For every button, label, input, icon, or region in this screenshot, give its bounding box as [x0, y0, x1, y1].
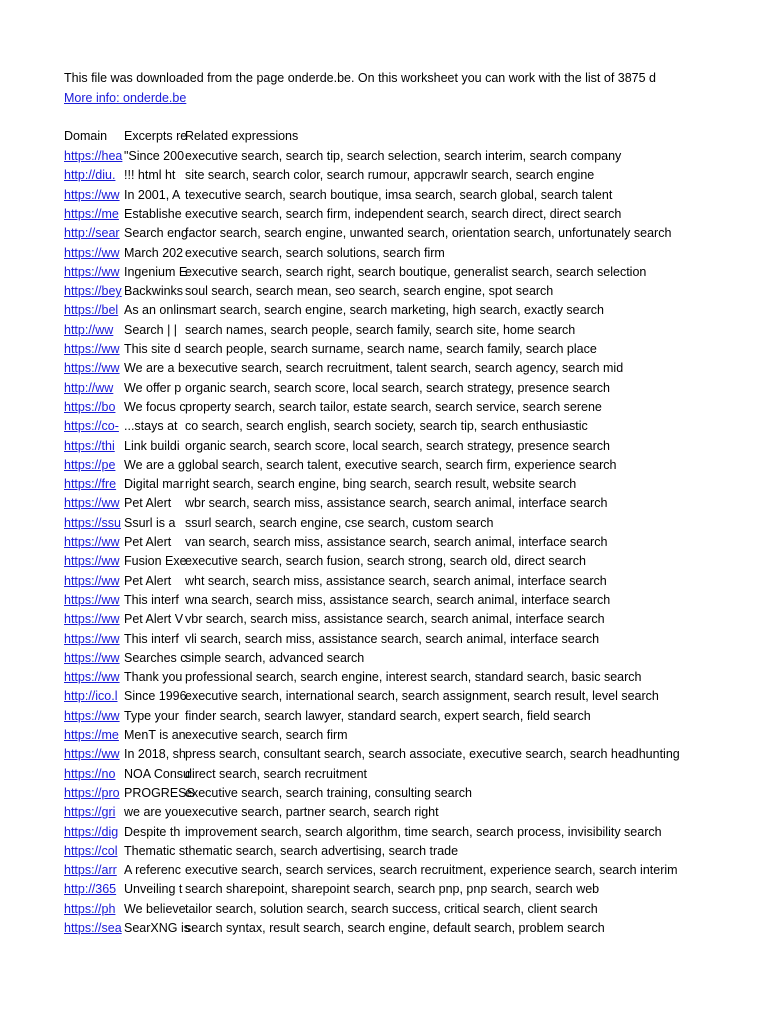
domain-link[interactable]: https://ww	[64, 650, 120, 665]
table-row	[64, 340, 668, 359]
related-expressions-cell: factor search, search engine, unwanted search, orientation search, unfortunately search	[185, 226, 672, 241]
excerpt-cell: !!! html ht	[124, 168, 176, 183]
related-expressions-cell: site search, search color, search rumour, appcrawlr search, search engine	[185, 168, 595, 183]
related-expressions-cell: wht search, search miss, assistance search, search animal, interface search	[185, 573, 607, 588]
table-row	[64, 745, 680, 764]
excerpt-cell: Pet Alert	[124, 496, 172, 511]
table-row	[64, 784, 668, 803]
table-row	[64, 244, 668, 263]
table-row	[64, 726, 668, 745]
related-expressions-cell: finder search, search lawyer, standard search, expert search, field search	[185, 708, 591, 723]
excerpt-cell: This site d	[124, 342, 181, 356]
domain-link[interactable]: https://me	[64, 728, 119, 742]
excerpt-cell: Digital mar	[124, 477, 184, 492]
excerpt-cell: This interf	[124, 592, 179, 607]
domain-link[interactable]: https://ww	[64, 592, 120, 607]
domain-link[interactable]: http://diu.	[64, 168, 116, 183]
domain-link[interactable]: https://co-	[64, 419, 119, 434]
excerpt-cell: This interf	[124, 631, 179, 646]
related-expressions-cell: executive search, search right, search boutique, generalist search, search selection	[185, 264, 647, 279]
table-row	[64, 552, 668, 571]
excerpt-cell: PROGRESS	[124, 785, 195, 800]
excerpt-cell: Despite th	[124, 824, 181, 839]
domain-link[interactable]: https://fre	[64, 477, 117, 492]
domain-link[interactable]: https://ww	[64, 361, 120, 376]
domain-link[interactable]: https://gri	[64, 805, 116, 820]
table-row	[64, 842, 668, 861]
excerpt-cell: ...stays at	[124, 419, 178, 434]
excerpt-cell: We focus c	[124, 399, 186, 414]
domain-link[interactable]: https://ww	[64, 573, 120, 588]
domain-link[interactable]: http://ww	[64, 322, 114, 337]
excerpt-cell: We believe	[124, 901, 186, 916]
related-expressions-cell: executive search, search recruitment, talent search, search agency, search mid	[185, 361, 624, 376]
domain-link[interactable]: https://arr	[64, 863, 117, 878]
domain-link[interactable]: https://ww	[64, 245, 120, 260]
related-expressions-cell: search names, search people, search family, search site, home search	[185, 322, 576, 337]
related-expressions-cell: soul search, search mean, seo search, search engine, spot search	[185, 284, 554, 299]
table-row	[64, 630, 668, 649]
table-row	[64, 668, 668, 687]
related-expressions-cell: wbr search, search miss, assistance search, search animal, interface search	[185, 496, 608, 511]
related-expressions-cell: thematic search, search advertising, search trade	[185, 843, 459, 858]
table-row	[64, 823, 668, 842]
table-row	[64, 765, 668, 784]
domain-link[interactable]: https://pro	[64, 785, 120, 800]
intro-text: This file was downloaded from the page onderde.be. On this worksheet you can work with the list of 3875 d	[64, 71, 656, 85]
excerpt-cell: NOA Consu	[124, 766, 191, 781]
domain-link[interactable]: https://bo	[64, 399, 116, 414]
excerpt-cell: SearXNG is	[124, 921, 190, 935]
related-expressions-cell: professional search, search engine, interest search, standard search, basic search	[185, 670, 642, 685]
table-row	[64, 707, 668, 726]
related-expressions-cell: van search, search miss, assistance search, search animal, interface search	[185, 535, 608, 549]
excerpt-cell: Unveiling t	[124, 882, 183, 897]
header-related: Related expressions	[185, 129, 299, 143]
related-expressions-cell: right search, search engine, bing search, search result, website search	[185, 477, 577, 492]
excerpt-cell: In 2001, A	[124, 187, 181, 202]
excerpt-cell: MenT is an	[124, 728, 186, 742]
excerpt-cell: Thank you	[124, 670, 183, 685]
table-row	[64, 398, 668, 417]
domain-link[interactable]: https://dig	[64, 824, 119, 839]
domain-link[interactable]: https://ww	[64, 264, 120, 279]
related-expressions-cell: ssurl search, search engine, cse search, custom search	[185, 515, 494, 530]
header-row	[64, 127, 668, 146]
related-expressions-cell: executive search, search firm	[185, 728, 348, 742]
table-row	[64, 456, 668, 475]
table-row	[64, 166, 668, 185]
excerpt-cell: "Since 200	[124, 149, 185, 163]
related-expressions-cell: vli search, search miss, assistance search, search animal, interface search	[185, 631, 600, 646]
related-expressions-cell: organic search, search score, local search, search strategy, presence search	[185, 438, 610, 453]
related-expressions-cell: executive search, search tip, search selection, search interim, search company	[185, 149, 622, 163]
excerpt-cell: we are you	[124, 805, 186, 820]
table-row	[64, 591, 668, 610]
table-row	[64, 321, 668, 340]
excerpt-cell: We are a b	[124, 361, 185, 376]
related-expressions-cell: global search, search talent, executive search, search firm, experience search	[185, 457, 617, 472]
domain-link[interactable]: https://ph	[64, 901, 116, 916]
related-expressions-cell: texecutive search, search boutique, imsa search, search global, search talent	[185, 187, 613, 202]
domain-link[interactable]: https://bel	[64, 303, 119, 318]
table-row	[64, 572, 668, 591]
domain-link[interactable]: http://365	[64, 882, 117, 897]
table-row	[64, 263, 668, 282]
domain-link[interactable]: https://ssu	[64, 515, 121, 530]
domain-link[interactable]: https://no	[64, 766, 116, 781]
domain-link[interactable]: https://ww	[64, 612, 120, 627]
worksheet	[64, 0, 680, 1024]
excerpt-cell: Search eng	[124, 226, 188, 241]
table-row	[64, 919, 668, 938]
domain-link[interactable]: https://col	[64, 843, 118, 858]
excerpt-cell: Searches c	[124, 650, 187, 665]
table-row	[64, 475, 668, 494]
domain-link[interactable]: https://ww	[64, 535, 120, 549]
excerpt-cell: Search | |	[124, 322, 178, 337]
table-row	[64, 359, 668, 378]
excerpt-cell: March 202	[124, 245, 184, 260]
related-expressions-cell: executive search, search fusion, search strong, search old, direct search	[185, 554, 586, 569]
excerpt-cell: Backwinks	[124, 284, 184, 299]
domain-link[interactable]: https://ww	[64, 631, 120, 646]
domain-link[interactable]: https://ww	[64, 496, 120, 511]
related-expressions-cell: search sharepoint, sharepoint search, search pnp, pnp search, search web	[185, 882, 600, 897]
related-expressions-cell: co search, search english, search society, search tip, search enthusiastic	[185, 419, 588, 434]
related-expressions-cell: property search, search tailor, estate search, search service, search serene	[185, 399, 602, 414]
table-row	[64, 533, 668, 552]
header-excerpts: Excerpts re	[124, 129, 188, 143]
domain-link[interactable]: https://bey	[64, 284, 122, 299]
related-expressions-cell: executive search, search training, consulting search	[185, 785, 472, 800]
domain-link[interactable]: http://ico.l	[64, 689, 118, 704]
excerpt-cell: Since 1996	[124, 689, 187, 704]
excerpt-cell: We are a g	[124, 457, 185, 472]
domain-link[interactable]: https://ww	[64, 554, 120, 569]
related-expressions-cell: executive search, partner search, search right	[185, 805, 439, 820]
related-expressions-cell: executive search, search solutions, search firm	[185, 245, 445, 260]
table-row	[64, 880, 668, 899]
related-expressions-cell: executive search, international search, search assignment, search result, level search	[185, 689, 659, 704]
domain-link[interactable]: https://ww	[64, 342, 120, 356]
related-expressions-cell: vbr search, search miss, assistance search, search animal, interface search	[185, 612, 605, 627]
domain-link[interactable]: http://ww	[64, 380, 114, 395]
related-expressions-cell: direct search, search recruitment	[185, 766, 368, 781]
related-expressions-cell: improvement search, search algorithm, time search, search process, invisibility search	[185, 824, 662, 839]
excerpt-cell: Type your	[124, 708, 179, 723]
table-row	[64, 649, 668, 668]
excerpt-cell: Fusion Exe	[124, 554, 187, 569]
table-row	[64, 417, 668, 436]
domain-link[interactable]: https://hea	[64, 149, 123, 163]
table-row	[64, 186, 668, 205]
excerpt-cell: A referenc	[124, 863, 181, 878]
excerpt-cell: Pet Alert	[124, 535, 172, 549]
domain-link[interactable]: https://ww	[64, 747, 120, 762]
excerpt-cell: Pet Alert V	[124, 612, 184, 627]
table-row	[64, 282, 668, 301]
domain-link[interactable]: http://sear	[64, 226, 120, 241]
table-row	[64, 803, 668, 822]
excerpt-cell: We offer p	[124, 380, 182, 395]
table-row	[64, 494, 668, 513]
related-expressions-cell: press search, consultant search, search associate, executive search, search headhunting	[185, 747, 680, 762]
domain-link[interactable]: https://ww	[64, 187, 120, 202]
domain-link[interactable]: https://sea	[64, 921, 122, 935]
related-expressions-cell: tailor search, solution search, search success, critical search, client search	[185, 901, 598, 916]
header-domain: Domain	[64, 129, 108, 143]
related-expressions-cell: executive search, search services, search recruitment, experience search, search interim	[185, 863, 678, 878]
domain-link[interactable]: https://thi	[64, 438, 115, 453]
table-row	[64, 610, 668, 629]
table-row	[64, 900, 668, 919]
table-row	[64, 301, 668, 320]
related-expressions-cell: search syntax, result search, search engine, default search, problem search	[185, 921, 605, 935]
related-expressions-cell: simple search, advanced search	[185, 650, 365, 665]
domain-link[interactable]: https://ww	[64, 670, 120, 685]
excerpt-cell: Establishe	[124, 206, 182, 221]
table-row	[64, 224, 672, 243]
domain-link[interactable]: https://ww	[64, 708, 120, 723]
excerpt-cell: Link buildi	[124, 438, 180, 453]
excerpt-cell: Ingenium E	[124, 264, 188, 279]
table-row	[64, 514, 668, 533]
related-expressions-cell: smart search, search engine, search marketing, high search, exactly search	[185, 303, 604, 318]
excerpt-cell: Ssurl is a	[124, 515, 176, 530]
domain-link[interactable]: https://pe	[64, 457, 116, 472]
table-row	[64, 437, 668, 456]
excerpt-cell: Thematic s	[124, 843, 186, 858]
related-expressions-cell: search people, search surname, search name, search family, search place	[185, 342, 597, 356]
excerpt-cell: As an onlin	[124, 303, 186, 318]
more-info-link[interactable]: More info: onderde.be	[64, 91, 187, 105]
table-row	[64, 687, 668, 706]
table-row	[64, 379, 668, 398]
excerpt-cell: In 2018, sh	[124, 747, 186, 762]
excerpt-cell: Pet Alert	[124, 573, 172, 588]
related-expressions-cell: organic search, search score, local search, search strategy, presence search	[185, 380, 610, 395]
table-row	[64, 205, 668, 224]
domain-link[interactable]: https://me	[64, 206, 119, 221]
related-expressions-cell: executive search, search firm, independent search, search direct, direct search	[185, 206, 622, 221]
table-row	[64, 861, 678, 880]
related-expressions-cell: wna search, search miss, assistance search, search animal, interface search	[185, 592, 611, 607]
table-row	[64, 147, 668, 166]
